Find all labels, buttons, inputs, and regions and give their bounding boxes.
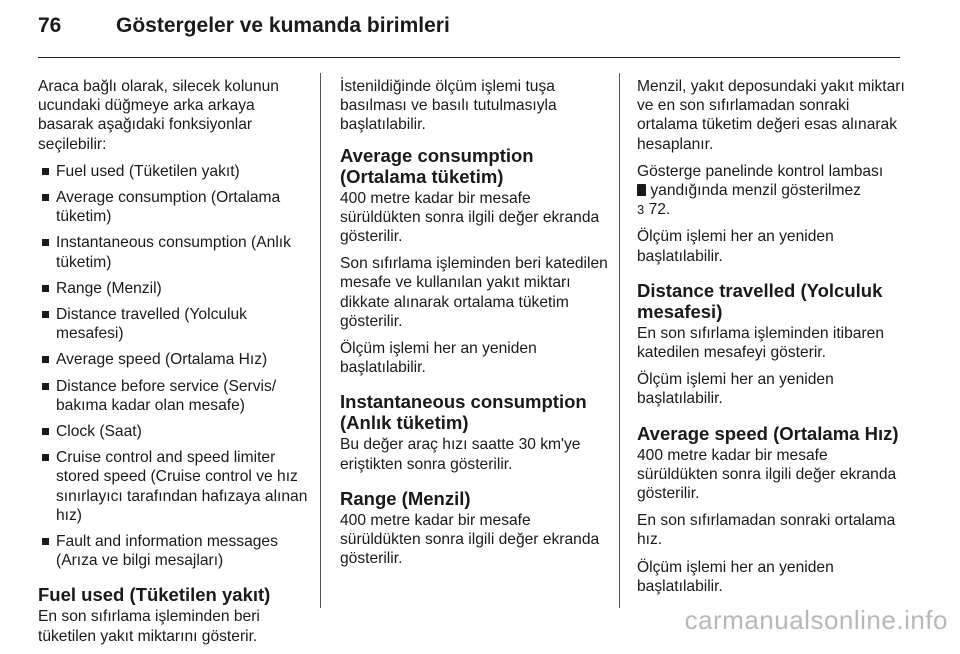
avg-consumption-text-1: 400 metre kadar bir mesafe sürüldükten sonra ilgili değer ekranda gösterilir. [340,189,600,246]
function-list [38,162,308,571]
column-divider-1 [320,73,321,608]
range-text-2: Menzil, yakıt deposundaki yakıt miktarı ve en son sıfırlamadan sonraki ortalama tüketim değeri esas alınarak hesaplanır. [637,78,905,153]
square-bullet-icon [42,538,49,545]
square-bullet-icon [42,383,49,390]
column-1 [38,77,308,654]
reference-arrow-icon: 3 [637,202,645,218]
avg-consumption-heading: Average consumption (Ortalama tüketim) [340,144,534,187]
list-item: Distance before service (Servis/ bakıma kadar olan mesafe) [38,377,308,415]
fuel-used-text: En son sıfırlama işleminden beri tüketilen yakıt miktarını gösterir. [38,608,260,645]
list-item: Average speed (Ortalama Hız) [38,350,308,369]
list-item: Range (Menzil) [38,279,308,298]
list-item: Fuel used (Tüketilen yakıt) [38,162,308,181]
page-title: Göstergeler ve kumanda birimleri [116,14,450,37]
square-bullet-icon [42,194,49,201]
avg-speed-text-1: 400 metre kadar bir mesafe sürüldükten sonra ilgili değer ekranda gösterilir. [637,446,897,503]
square-bullet-icon [42,285,49,292]
square-bullet-icon [42,356,49,363]
header-rule [38,57,900,58]
page-header [38,14,900,38]
range-lamp-text: Gösterge panelinde kontrol lambası yandığında menzil gösterilmez 3 72. [637,162,884,219]
list-item: Distance travelled (Yolculuk mesafesi) [38,305,308,343]
avg-speed-heading: Average speed (Ortalama Hız) [637,422,899,444]
square-bullet-icon [42,239,49,246]
avg-consumption-text-2: Son sıfırlama işleminden beri katedilen mesafe ve kullanılan yakıt miktarı dikkate alınarak ortalama tüketim gösterilir. [340,255,608,330]
list-item: Cruise control and speed limiter stored speed (Cruise control ve hız sınırlayıcı tarafından hafızaya alınan hız) [38,448,308,525]
range-text-1: 400 metre kadar bir mesafe sürüldükten sonra ilgili değer ekranda gösterilir. [340,511,600,568]
column-divider-2 [619,73,620,608]
page-reference-link[interactable]: 72. [648,201,671,219]
watermark: carmanualsonline.info [684,605,948,635]
instantaneous-text: Bu değer araç hızı saatte 30 km'ye eriştikten sonra gösterilir. [340,436,581,473]
list-item: Fault and information messages (Arıza ve bilgi mesajları) [38,532,308,570]
distance-text-1: En son sıfırlama işleminden itibaren katedilen mesafeyi gösterir. [637,324,885,362]
list-item: Clock (Saat) [38,422,308,441]
reset-paragraph: İstenildiğinde ölçüm işlemi tuşa basılması ve basılı tutulmasıyla başlatılabilir. [340,78,557,134]
column-3 [637,77,907,604]
square-bullet-icon [42,454,49,461]
intro-paragraph: Araca bağlı olarak, silecek kolunun ucundaki düğmeye arka arkaya basarak aşağıdaki fonksiyonlar seçilebilir: [38,78,279,153]
range-heading: Range (Menzil) [340,487,471,509]
list-item: Average consumption (Ortalama tüketim) [38,188,308,226]
avg-speed-text-2: En son sıfırlamadan sonraki ortalama hız. [637,512,896,549]
fuel-used-heading: Fuel used (Tüketilen yakıt) [38,584,271,606]
list-item: Instantaneous consumption (Anlık tüketim) [38,233,308,271]
square-bullet-icon [42,168,49,175]
square-bullet-icon [42,428,49,435]
avg-consumption-text-3: Ölçüm işlemi her an yeniden başlatılabilir. [340,340,537,377]
avg-speed-text-3: Ölçüm işlemi her an yeniden başlatılabilir. [637,558,834,595]
instantaneous-heading: Instantaneous consumption (Anlık tüketim) [340,391,587,434]
column-2 [340,77,610,576]
range-text-4: Ölçüm işlemi her an yeniden başlatılabilir. [637,228,834,265]
distance-heading: Distance travelled (Yolculuk mesafesi) [637,279,883,322]
square-bullet-icon [42,311,49,318]
distance-text-2: Ölçüm işlemi her an yeniden başlatılabilir. [637,371,834,408]
fuel-lamp-icon [637,184,646,196]
page-number: 76 [38,14,62,37]
